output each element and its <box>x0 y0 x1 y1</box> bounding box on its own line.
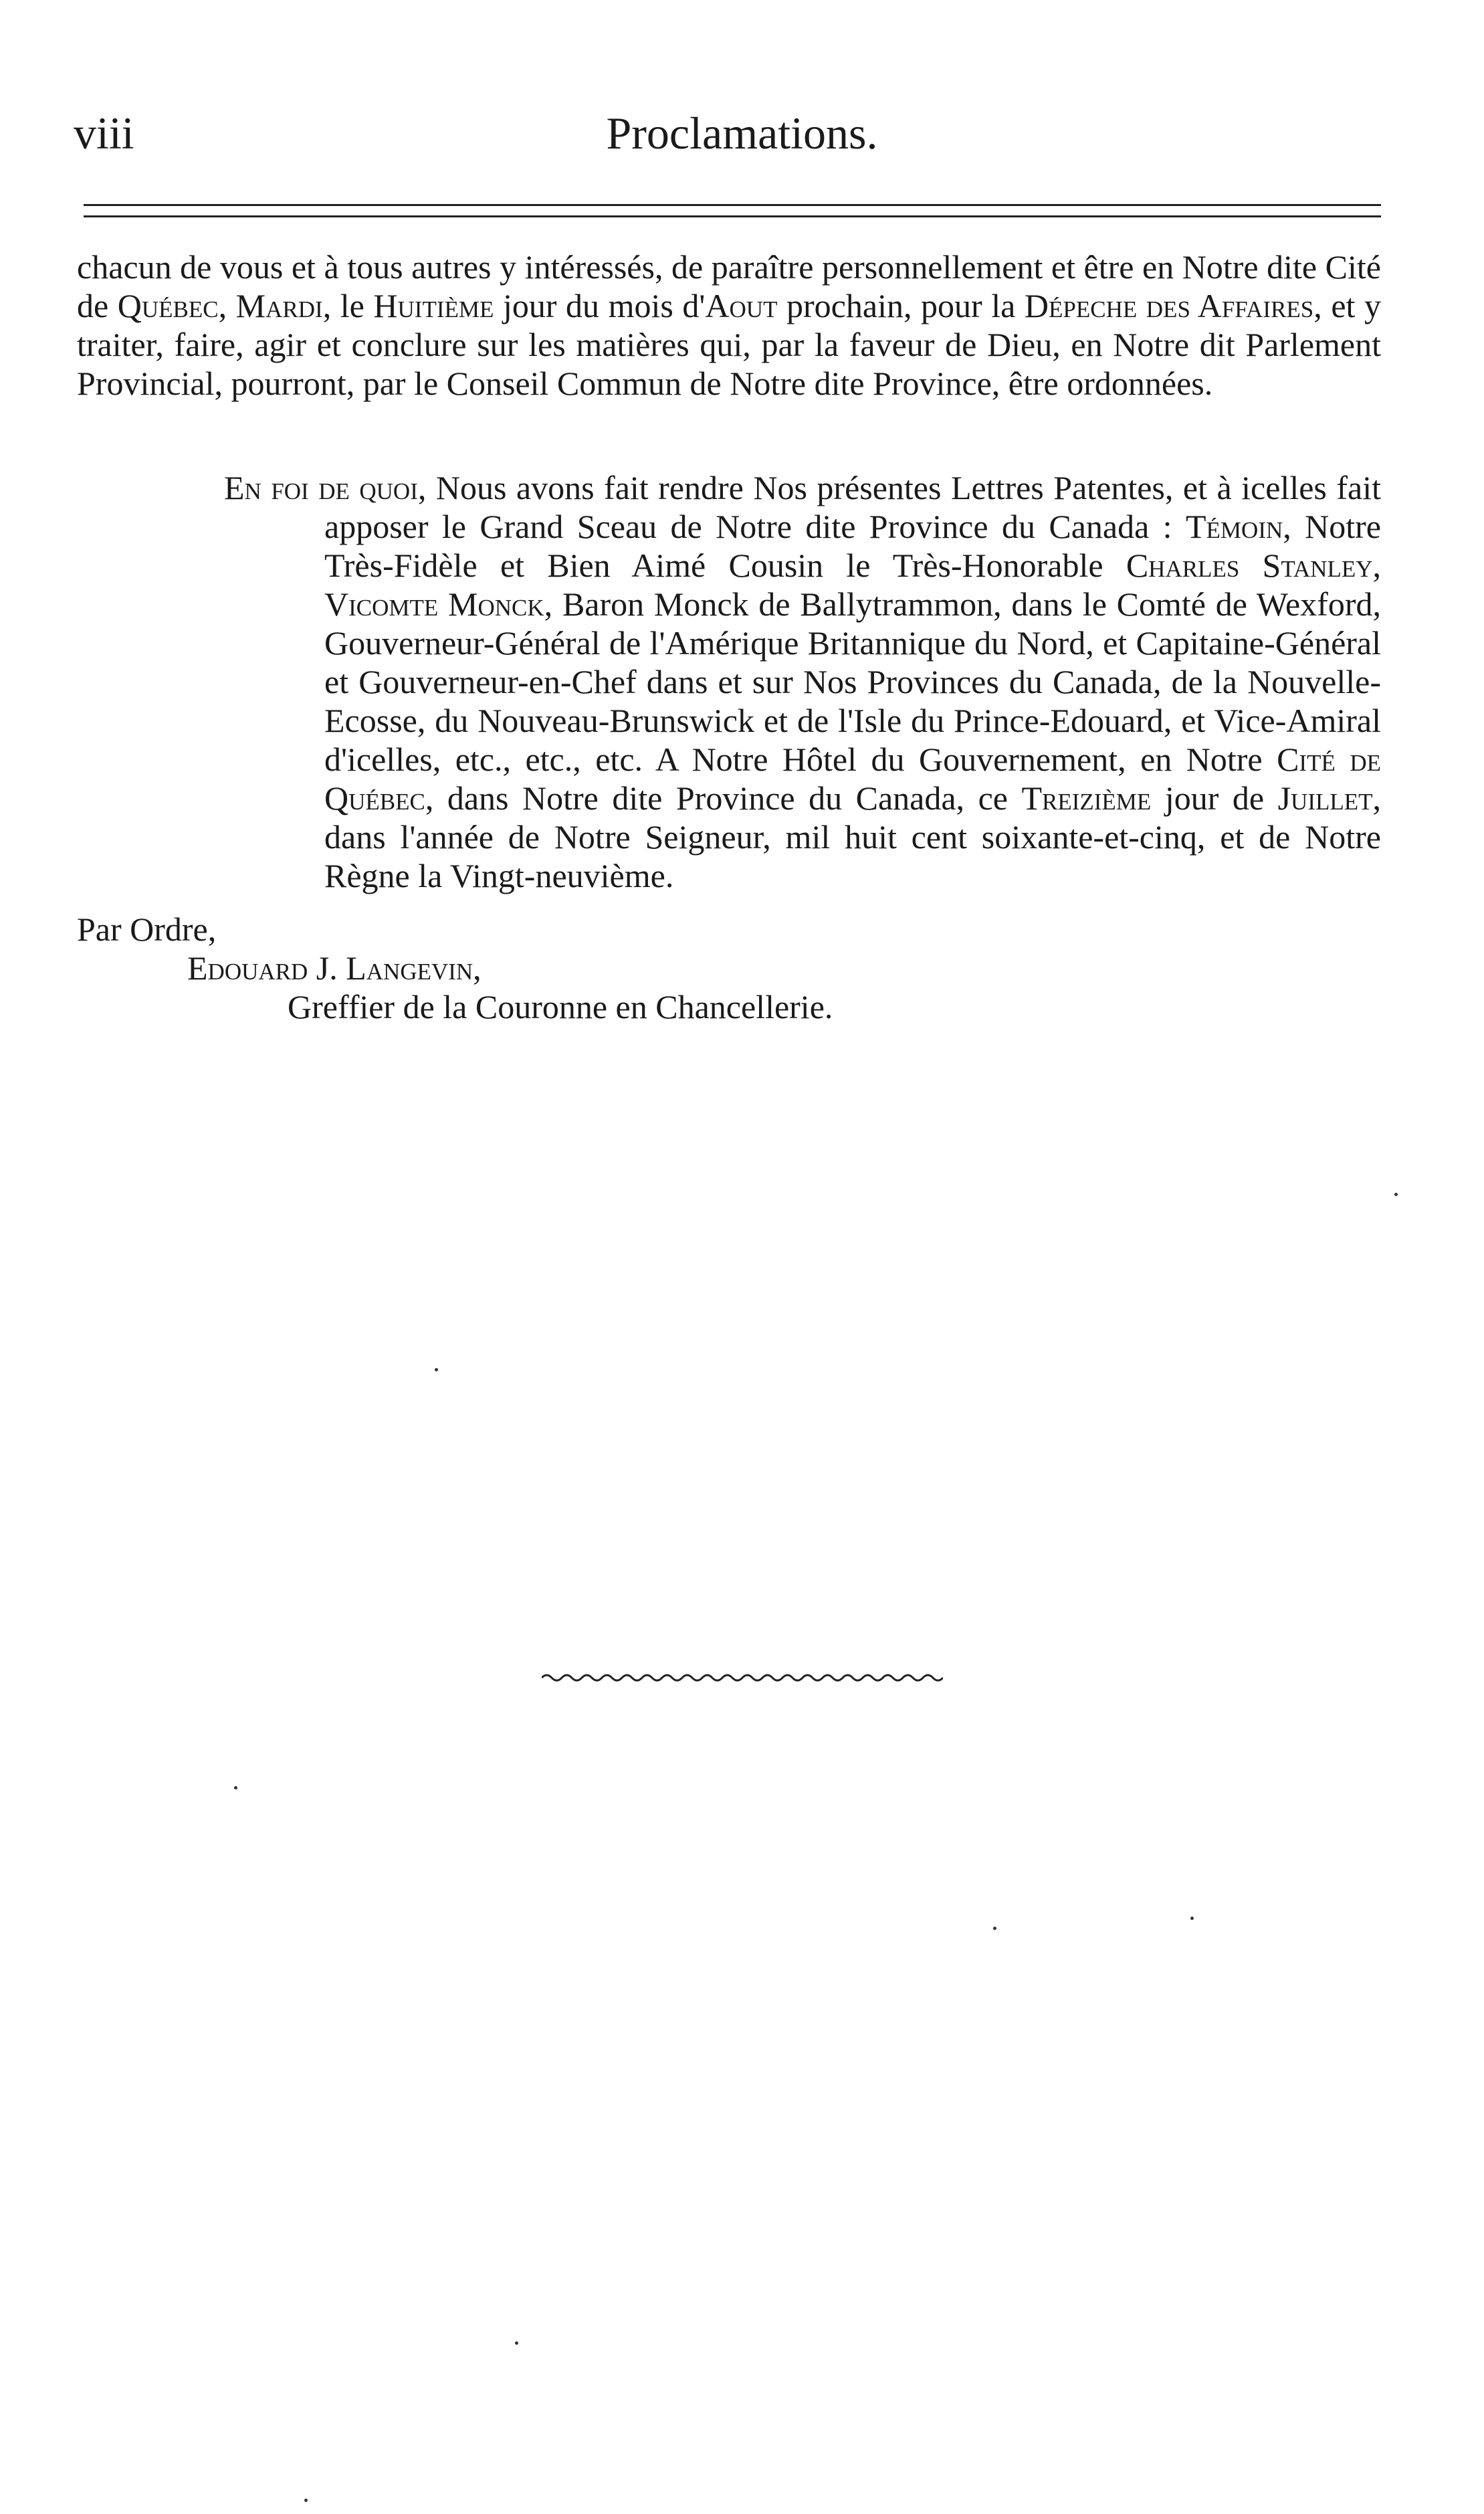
par-ordre: Par Ordre, <box>77 910 217 948</box>
day-ordinal: Huitième <box>373 287 494 324</box>
depeche-phrase: Dépeche des Affaires <box>1024 287 1314 324</box>
treizieme-word: Treizième <box>1021 779 1152 817</box>
attestation-text-6: , dans l'année de Notre Seigneur, mil huit cent soixante-et-cinq, et de Notre Règne la Vingt-neuvième. <box>324 779 1382 894</box>
attestation-text-1: , Nous avons fait rendre Nos présentes Lettres Patentes, et à icelles fait apposer le Grand Sceau de Notre dite Province du Canada : <box>324 469 1381 545</box>
speck <box>435 1368 438 1371</box>
header-rule-bottom <box>84 215 1381 217</box>
body-text-6: , et y traiter, faire, agir et conclure sur les matières qui, par la faveur de Dieu, en Notre dit Parlement Provincial, pourront, par le Conseil Commun de Notre dite Province, être ordonnées. <box>77 287 1381 402</box>
attestation-paragraph <box>224 468 1381 895</box>
juillet-word: Juillet <box>1277 779 1373 817</box>
speck <box>234 1786 237 1790</box>
governor-name: Charles Stanley, Vicomte Monck <box>324 547 1381 623</box>
speck <box>993 1927 996 1930</box>
running-title: Proclamations. <box>606 108 878 159</box>
temoin-word: Témoin <box>1186 508 1283 545</box>
attestation-text-4: , dans Notre dite Province du Canada, ce <box>425 779 1022 817</box>
cite-phrase: Cité de Québec <box>324 741 1381 817</box>
attestation-lead: En foi de quoi <box>224 469 418 506</box>
attestation-text-5: jour de <box>1151 779 1278 817</box>
body-text-5: prochain, pour la <box>777 287 1025 324</box>
day-name: Mardi <box>235 287 323 324</box>
body-text-4: jour du mois d' <box>494 287 706 324</box>
body-text-3: , le <box>322 287 374 324</box>
attestation-text-3: , Baron Monck de Ballytrammon, dans le Comté de Wexford, Gouverneur-Général de l'Amérique Britannique du Nord, et Capitaine-Général et Gouverneur-en-Chef dans et sur Nos Provinces du Canada, de la Nouvelle-Ecosse, du Nouveau-Brunswick et de l'Isle du Prince-Edouard, et Vice-Amiral d'icelles, etc., etc., etc. A Notre Hôtel du Gouvernement, en Notre <box>324 585 1381 778</box>
body-text-2: , <box>218 287 236 324</box>
signatory-name: Edouard J. Langevin, <box>187 949 482 987</box>
signatory-title: Greffier de la Couronne en Chancellerie. <box>288 988 833 1026</box>
month-name: Aout <box>705 287 778 324</box>
speck <box>1190 1917 1194 1920</box>
city-name: Québec <box>117 287 219 324</box>
body-text-1: chacun de vous et à tous autres y intéressés, de paraître personnellement et être en Notre dite Cité de <box>77 248 1381 324</box>
body-paragraph <box>77 248 1381 403</box>
speck <box>304 2499 308 2502</box>
header-rule-top <box>84 204 1381 206</box>
attestation-text-2: , Notre Très-Fidèle et Bien Aimé Cousin le Très-Honorable <box>324 508 1382 584</box>
speck <box>515 2341 518 2345</box>
wavy-divider <box>542 1671 943 1684</box>
speck <box>1394 1193 1398 1196</box>
page-number: viii <box>74 108 134 159</box>
